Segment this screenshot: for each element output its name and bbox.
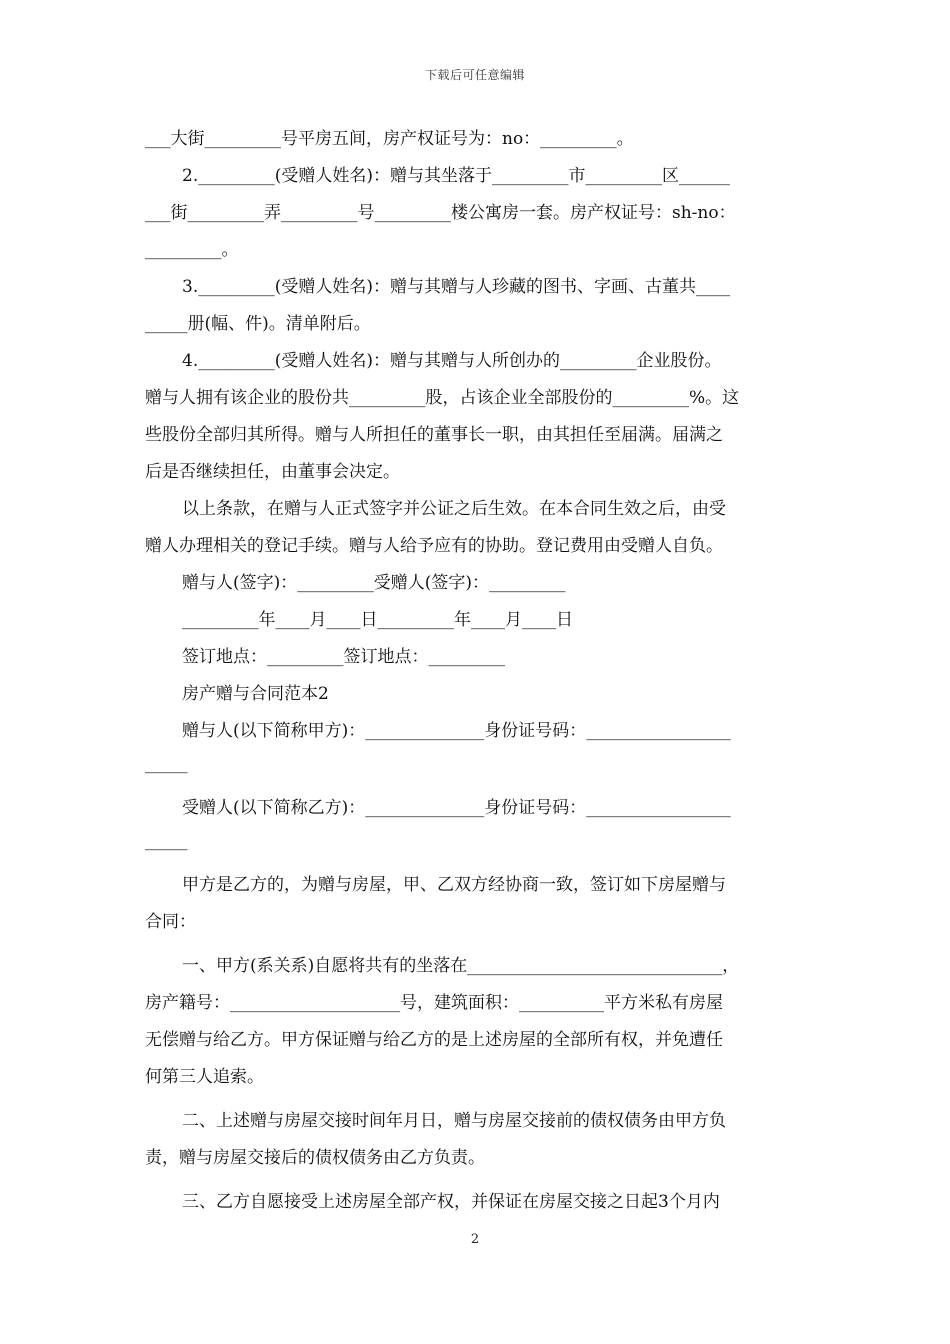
article-1-line: 一、甲方(系关系)自愿将共有的坐落在______________________________， [182,956,740,976]
donee-line: 受赠人(以下简称乙方)：______________身份证号码：_________________ [182,798,731,818]
page-number: 2 [470,1232,480,1247]
effect-paragraph-line: 以上条款，在赠与人正式签字并公证之后生效。在本合同生效之后，由受 [182,499,726,519]
date-line: _________年____月____日_________年____月____日 [182,610,573,630]
text-line: 后是否继续担任，由董事会决定。 [145,462,400,482]
text-line: 责，赠与房屋交接后的债权债务由乙方负责。 [145,1148,485,1168]
article-2-line: 二、上述赠与房屋交接时间年月日，赠与房屋交接前的债权债务由甲方负 [182,1111,726,1131]
donor-line: 赠与人(以下简称甲方)：______________身份证号码：_________________ [182,721,731,741]
text-line: ___大街_________号平房五间，房产权证号为：no：_________。 [145,129,634,149]
section-title: 房产赠与合同范本2 [182,684,329,704]
text-line: 无偿赠与给乙方。甲方保证赠与给乙方的是上述房屋的全部所有权，并免遭任 [145,1030,723,1050]
clause-3-line: 3._________(受赠人姓名)：赠与其赠与人珍藏的图书、字画、古董共____ [182,277,730,297]
article-3-line: 三、乙方自愿接受上述房屋全部产权，并保证在房屋交接之日起3个月内 [182,1192,720,1212]
clause-2-line: 2._________(受赠人姓名)：赠与其坐落于_________市_________区______ [182,166,730,186]
text-line: 赠与人拥有该企业的股份共_________股，占该企业全部股份的_________%。这 [145,388,740,408]
text-line: 些股份全部归其所得。赠与人所担任的董事长一职，由其担任至届满。届满之 [145,425,723,445]
text-line: _________。 [145,240,239,260]
signature-line: 赠与人(签字)：_________受赠人(签字)：_________ [182,573,566,593]
clause-4-line: 4._________(受赠人姓名)：赠与其赠与人所创办的_________企业股份。 [182,351,722,371]
page-header: 下载后可任意编辑 [424,68,525,82]
signing-place-line: 签订地点：_________签订地点：_________ [182,647,505,667]
text-line: _____ [145,754,188,774]
text-line: _____ [145,831,188,851]
text-line: 赠人办理相关的登记手续。赠与人给予应有的协助。登记费用由受赠人自负。 [145,536,723,556]
intro-paragraph-line: 甲方是乙方的，为赠与房屋，甲、乙双方经协商一致，签订如下房屋赠与 [182,875,726,895]
document-body [145,124,810,1224]
text-line: 房产籍号：____________________号，建筑面积：__________平方米私有房屋 [145,993,723,1013]
text-line: 合同： [145,912,196,932]
text-line: 何第三人追索。 [145,1067,264,1087]
text-line: ___街_________弄_________号_________楼公寓房一套。房产权证号：sh-no： [145,203,736,223]
text-line: _____册(幅、件)。清单附后。 [145,314,371,334]
